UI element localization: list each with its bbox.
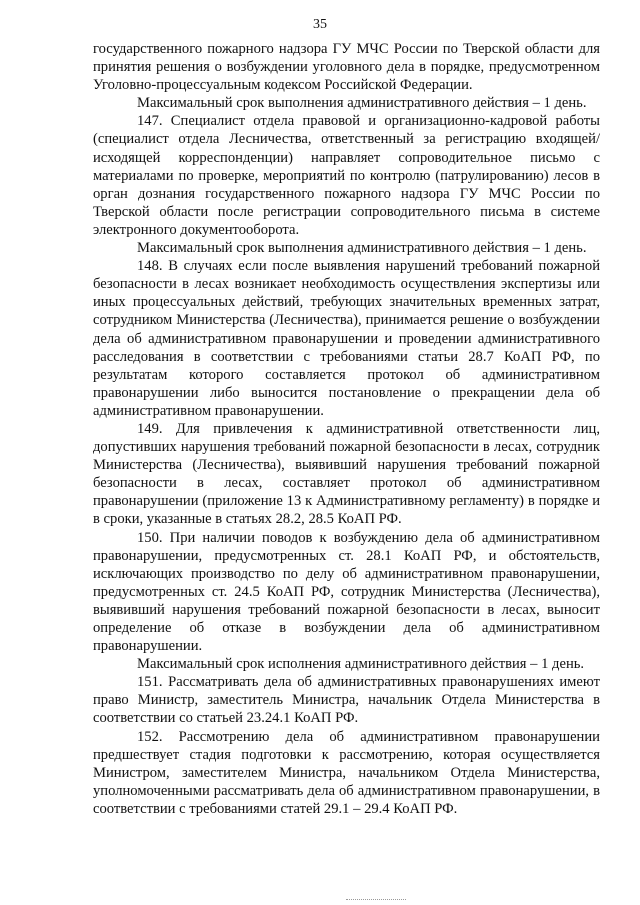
paragraph-152: 152. Рассмотрению дела об административном правонарушении предшествует стадия подготовки к рассмотрению, которая осуществляется Министром, заместителем Министра, начальником Отдела Министерства, уполномоченными рассматривать дела об административном правонарушении, в соответствии с требованиями статей 29.1 – 29.4 КоАП РФ. xyxy=(93,728,600,817)
paragraph-149: 149. Для привлечения к административной ответственности лиц, допустивших нарушения требований пожарной безопасности в лесах, сотрудник Министерства (Лесничества), выявивший нарушения требований пожарной безопасности в лесах, составляет протокол об административном правонарушении (приложение 13 к Административному регламенту) в порядке и в сроки, указанные в статьях 28.2, 28.5 КоАП РФ. xyxy=(93,420,600,528)
paragraph-deadline: Максимальный срок исполнения административного действия – 1 день. xyxy=(137,656,585,673)
paragraph-deadline: Максимальный срок выполнения административного действия – 1 день. xyxy=(137,240,587,257)
paragraph-151: 151. Рассматривать дела об административных правонарушениях имеют право Министр, заместитель Министра, начальник Отдела Министерства в соответствии со статьей 23.24.1 КоАП РФ. xyxy=(93,674,600,727)
paragraph-147: 147. Специалист отдела правовой и организационно-кадровой работы (специалист отдела Лесничества, ответственный за регистрацию входящей/исходящей корреспонденции) направляет сопроводительное письмо с материалами по проверке, мероприятий по контролю (патрулированию) лесов в орган дознания государственного пожарного надзора ГУ МЧС России по Тверской области после регистрации сопроводительного письма в системе электронного документооборота. xyxy=(93,113,600,238)
paragraph-deadline: Максимальный срок выполнения административного действия – 1 день. xyxy=(137,95,587,112)
paragraph-continuation: государственного пожарного надзора ГУ МЧС России по Тверской области для принятия решения о возбуждении уголовного дела в порядке, предусмотренном Уголовно-процессуальным кодексом Российской Федерации. xyxy=(93,41,600,94)
document-body xyxy=(93,40,600,818)
page-number: 35 xyxy=(313,17,327,32)
scan-edge-mark xyxy=(346,899,406,901)
paragraph-150: 150. При наличии поводов к возбуждению дела об административном правонарушении, предусмотренных ст. 28.1 КоАП РФ, и обстоятельств, исключающих производство по делу об административном правонарушении, предусмотренных ст. 24.5 КоАП РФ, сотрудник Министерства (Лесничества), выявивший нарушения требований пожарной безопасности в лесах, выносит определение об отказе в возбуждении дела об административном правонарушении. xyxy=(93,529,600,655)
paragraph-148: 148. В случаях если после выявления нарушений требований пожарной безопасности в лесах возникает необходимость осуществления экспертизы или иных процессуальных действий, требующих значительных временных затрат, сотрудником Министерства (Лесничества), принимается решение о возбуждении дела об административном правонарушении и проведении административного расследования в соответствии с требованиями статьи 28.7 КоАП РФ, по результатам которого составляется протокол об административном правонарушении либо выносится постановление о прекращении дела об административном правонарушении. xyxy=(93,258,600,419)
